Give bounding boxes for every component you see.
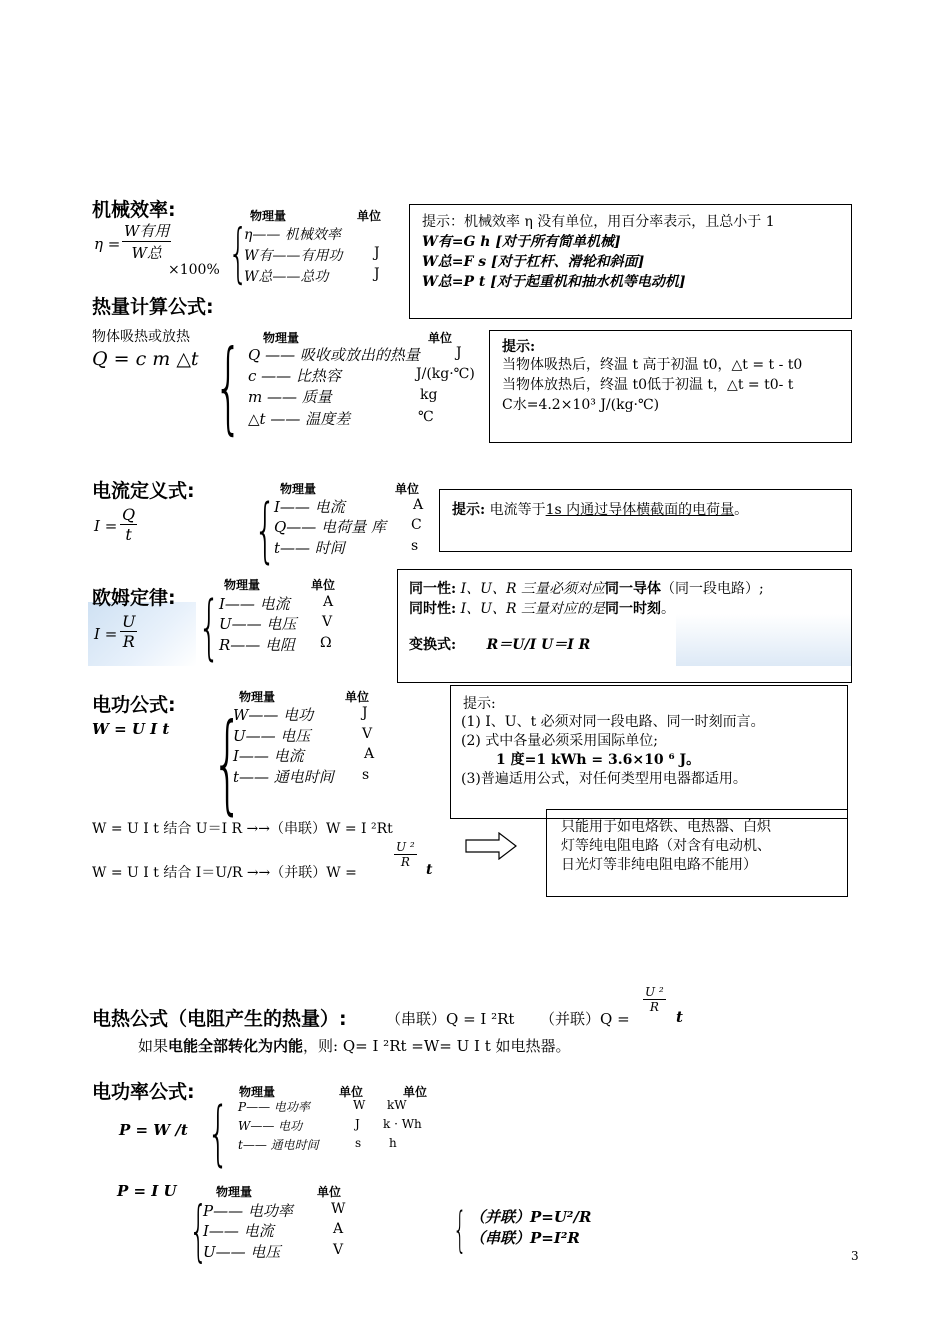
power-brace-1: { — [207, 1092, 230, 1174]
joule-series: （串联）Q = I ²Rt — [386, 1010, 515, 1028]
work-tip-2: (1) I、U、t 必须对同一段电路、同一时刻而言。 — [461, 714, 765, 730]
work-row-4: t—— 通电时间 — [233, 768, 334, 786]
mech-fraction — [122, 220, 171, 263]
current-hdr-unit: 单位 — [395, 482, 420, 496]
work-unit-2: V — [362, 726, 373, 742]
ohm-tip2-post: 。 — [660, 601, 675, 617]
current-row-3: t—— 时间 — [274, 539, 345, 557]
current-tip-box — [439, 489, 852, 552]
current-row-2: Q—— 电荷量 库 — [274, 518, 386, 536]
joule-den: R — [649, 1000, 659, 1014]
mech-tip-4: W总=P t [对于起重机和抽水机等电动机] — [422, 274, 686, 290]
current-lhs: I = — [94, 517, 118, 535]
power-unit2-2: A — [333, 1221, 344, 1237]
work-note-3: 日光灯等非纯电阻电路不能用） — [561, 857, 757, 873]
current-unit-2: C — [411, 517, 422, 533]
current-den: t — [125, 525, 132, 544]
ohm-hdr-qty: 物理量 — [224, 578, 261, 592]
work-derive-1: W = U I t 结合 U＝I R →→（串联）W = I ²Rt — [92, 821, 393, 837]
heat-tip-4: C水=4.2×10³ J/(kg·℃) — [502, 397, 660, 413]
heat-row-2: c —— 比热容 — [248, 367, 341, 385]
heat-brace: { — [214, 328, 243, 445]
joule-num: U ² — [645, 985, 664, 999]
work-note-2: 灯等纯电阻电路（对含有电动机、 — [561, 838, 771, 854]
joule-line-2 — [138, 1035, 571, 1056]
mech-brace: { — [228, 217, 249, 291]
power-unit1a-2: J — [355, 1117, 360, 1131]
work-title: 电功公式: — [92, 694, 176, 716]
ohm-fraction — [120, 612, 137, 651]
ohm-tip3-label: 变换式: — [409, 637, 457, 653]
heat-hdr-unit: 单位 — [428, 331, 453, 345]
power-hdr-unit: 单位 — [339, 1085, 364, 1099]
mech-tip-1: 提示：机械效率 η 没有单位，用百分率表示，且总小于 1 — [422, 214, 775, 230]
mech-row-2: W有——有用功 — [244, 248, 343, 264]
ohm-tip1-label: 同一性: — [409, 581, 457, 597]
heat-row-4: △t —— 温度差 — [248, 410, 351, 428]
power-hdr-qty: 物理量 — [239, 1085, 276, 1099]
heat-subtitle: 物体吸热或放热 — [92, 329, 190, 345]
joule-line2-bold: 电能全部转化为内能 — [168, 1037, 304, 1055]
ohm-tip1-bold: 同一导体 — [604, 581, 661, 597]
power-row1-2: W—— 电功 — [238, 1119, 303, 1133]
work-tip-box — [450, 685, 848, 819]
mech-hdr-unit: 单位 — [357, 209, 382, 223]
power-formula-1: P = W /t — [119, 1121, 188, 1139]
ohm-tip2-bold: 同一时刻 — [604, 601, 661, 617]
current-unit-3: s — [411, 538, 419, 554]
work-derive-den: R — [400, 855, 410, 869]
work-tip-4: 1 度=1 kWh = 3.6×10 ⁶ J。 — [496, 752, 701, 768]
power-brace-2: { — [189, 1192, 208, 1269]
work-formula: W = U I t — [92, 720, 170, 738]
power-row1-1: P—— 电功率 — [238, 1100, 310, 1114]
ohm-unit-3: Ω — [320, 635, 332, 651]
power-unit1a-3: s — [355, 1136, 362, 1150]
joule-title: 电热公式（电阻产生的热量）: — [92, 1008, 347, 1030]
joule-line2-pre: 如果 — [138, 1037, 169, 1055]
ohm-tip-1 — [409, 578, 764, 598]
work-tip-3: (2) 式中各量必须采用国际单位; — [461, 733, 658, 749]
work-derive-num: U ² — [396, 840, 415, 854]
ohm-tip1-post: （同一段电路）; — [660, 581, 764, 597]
mech-frac-den: W总 — [131, 244, 162, 262]
work-note-1: 只能用于如电烙铁、电热器、白炽 — [561, 819, 771, 835]
work-derive-tail: t — [426, 862, 433, 878]
heat-unit-2: J/(kg·℃) — [416, 366, 475, 382]
ohm-row-3: R—— 电阻 — [219, 636, 296, 654]
joule-parallel: （并联）Q = — [540, 1010, 630, 1028]
current-tip-label: 提示: — [452, 502, 486, 518]
work-hdr-unit: 单位 — [345, 690, 370, 704]
power-row2-2: I—— 电流 — [203, 1222, 274, 1240]
ohm-hdr-unit: 单位 — [311, 578, 336, 592]
current-tip-underlined: 1s 内通过导体横截面的电荷量 — [545, 502, 735, 518]
current-tip — [452, 499, 748, 519]
heat-formula: Q = c m △t — [92, 348, 199, 370]
heat-tip-2: 当物体吸热后，终温 t 高于初温 t0，△t = t - t0 — [502, 357, 803, 373]
arrow-right-icon — [465, 832, 517, 860]
power-unit1b-2: k · Wh — [383, 1117, 422, 1131]
current-title: 电流定义式: — [92, 480, 195, 502]
work-derive-2: W = U I t 结合 I＝U/R →→（并联）W = — [92, 865, 357, 881]
ohm-den: R — [122, 632, 135, 651]
mech-formula-lhs: η = — [94, 235, 121, 253]
heat-hdr-qty: 物理量 — [263, 331, 300, 345]
joule-tail: t — [676, 1008, 683, 1026]
work-tip-5: (3)普遍适用公式，对任何类型用电器都适用。 — [461, 771, 747, 787]
work-row-1: W—— 电功 — [233, 706, 314, 724]
mech-row-1: η—— 机械效率 — [244, 227, 341, 243]
mech-unit-2: J — [374, 266, 380, 282]
work-brace: { — [212, 701, 243, 826]
current-row-1: I—— 电流 — [274, 498, 345, 516]
work-unit-3: A — [364, 746, 375, 762]
ohm-tip3-formula: R＝U/I U＝I R — [486, 637, 591, 653]
ohm-tip-2 — [409, 598, 675, 618]
current-fraction — [120, 505, 137, 544]
ohm-lhs: I = — [94, 625, 118, 643]
work-unit-4: s — [362, 767, 370, 783]
work-hdr-qty: 物理量 — [239, 690, 276, 704]
ohm-tip2-pre: I、U、R 三量对应的是 — [460, 601, 605, 617]
ohm-tip1-pre: I、U、R 三量必须对应 — [460, 581, 605, 597]
mech-tip-3: W总=F s [对于杠杆、滑轮和斜面] — [422, 254, 645, 270]
ohm-tip-box — [397, 569, 852, 683]
joule-line2-post: ，则: Q= I ²Rt =W= U I t 如电热器。 — [303, 1037, 571, 1055]
ohm-row-2: U—— 电压 — [219, 615, 297, 633]
ohm-tip-3 — [409, 634, 590, 654]
power-row2-3: U—— 电压 — [203, 1243, 281, 1261]
power-unit1b-1: kW — [387, 1098, 407, 1112]
page-number: 3 — [851, 1249, 859, 1263]
power-brace-3: { — [453, 1202, 467, 1258]
power-row1-3: t—— 通电时间 — [238, 1138, 319, 1152]
heat-tip-1: 提示: — [502, 339, 536, 355]
mech-row-3: W总——总功 — [244, 269, 329, 285]
ohm-title: 欧姆定律: — [92, 587, 176, 609]
work-row-3: I—— 电流 — [233, 747, 304, 765]
mech-hdr-qty: 物理量 — [250, 209, 287, 223]
power-row2-1: P—— 电功率 — [203, 1202, 293, 1220]
heat-tip-3: 当物体放热后，终温 t0低于初温 t，△t = t0- t — [502, 377, 794, 393]
power-unit1b-3: h — [389, 1136, 397, 1150]
ohm-num: U — [122, 612, 136, 631]
power-parallel: （并联）P=U²/R — [470, 1208, 592, 1226]
work-unit-1: J — [362, 705, 368, 721]
heat-unit-3: kg — [420, 387, 438, 403]
mech-unit-1: J — [374, 245, 380, 261]
power-unit2-3: V — [333, 1242, 344, 1258]
current-num: Q — [122, 505, 136, 524]
power-hdr2-qty: 物理量 — [216, 1185, 253, 1199]
power-series: （串联）P=I²R — [470, 1229, 580, 1247]
heat-unit-4: ℃ — [418, 409, 434, 425]
work-derive-fraction — [394, 840, 417, 869]
ohm-unit-2: V — [322, 614, 333, 630]
work-note-box — [546, 809, 848, 897]
power-unit1a-1: W — [353, 1098, 366, 1112]
power-hdr-unit2: 单位 — [403, 1085, 428, 1099]
heat-row-1: Q —— 吸收或放出的热量 — [248, 346, 420, 364]
ohm-brace: { — [198, 586, 221, 668]
power-formula-2: P = I U — [117, 1182, 177, 1200]
heat-unit-1: J — [456, 345, 462, 361]
heat-title: 热量计算公式: — [92, 296, 214, 318]
heat-tip-box — [489, 330, 852, 443]
current-brace: { — [254, 489, 277, 571]
mech-tip-2: W有=G h [对于所有简单机械] — [422, 234, 621, 250]
current-tip-post: 。 — [734, 502, 749, 518]
work-row-2: U—— 电压 — [233, 727, 311, 745]
joule-fraction — [643, 985, 666, 1014]
mech-frac-num: W有用 — [124, 222, 170, 240]
current-tip-pre: 电流等于 — [489, 502, 546, 518]
ohm-unit-1: A — [323, 594, 334, 610]
ohm-row-1: I—— 电流 — [219, 595, 290, 613]
current-hdr-qty: 物理量 — [280, 482, 317, 496]
mech-tip-box — [409, 204, 852, 319]
mech-formula-tail: ×100% — [168, 262, 220, 278]
mech-title: 机械效率: — [92, 199, 176, 221]
ohm-tip2-label: 同时性: — [409, 601, 457, 617]
current-unit-1: A — [413, 497, 424, 513]
power-unit2-1: W — [331, 1201, 346, 1217]
work-tip-1: 提示: — [463, 696, 496, 712]
power-hdr2-unit: 单位 — [317, 1185, 342, 1199]
power-title: 电功率公式: — [92, 1081, 195, 1103]
heat-row-3: m —— 质量 — [248, 388, 332, 406]
